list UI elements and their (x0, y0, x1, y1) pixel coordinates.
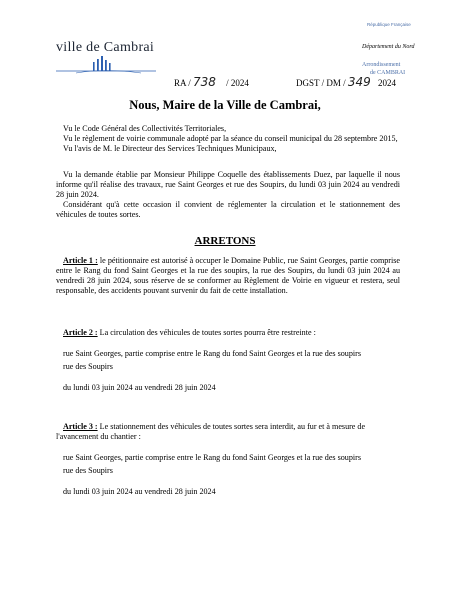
skyline-logo-icon (56, 54, 166, 76)
considerations-section (56, 170, 400, 220)
article-3-dates: du lundi 03 juin 2024 au vendredi 28 juin 2024 (63, 487, 216, 496)
article-3-street-2: rue des Soupirs (63, 466, 113, 475)
article-2-street-1: rue Saint Georges, partie comprise entre le Rang du fond Saint Georges et la rue des soupirs (63, 349, 361, 358)
article-2-dates: du lundi 03 juin 2024 au vendredi 28 juin 2024 (63, 383, 216, 392)
article-2-text: La circulation des véhicules de toutes sortes pourra être restreinte : (97, 328, 316, 337)
article-1 (56, 256, 400, 296)
article-3-label: Article 3 : (63, 422, 98, 431)
arrondissement-line2: de CAMBRAI (370, 69, 406, 76)
vu-line-2: Vu le règlement de voirie communale adopté par la séance du conseil municipal du 28 septembre 2015, (63, 134, 398, 143)
logo-text: ville de Cambrai (56, 40, 155, 55)
ref-dgst-year: 2024 (378, 78, 396, 88)
vu-line-1: Vu le Code Général des Collectivités Territoriales, (63, 124, 227, 133)
article-2 (56, 328, 400, 393)
article-2-street-2: rue des Soupirs (63, 362, 113, 371)
ref-ra (174, 75, 249, 89)
ref-dgst (296, 75, 396, 89)
arretons-heading: ARRETONS (194, 235, 256, 247)
article-2-paragraph (56, 328, 400, 338)
vu-line-3: Vu l'avis de M. le Directeur des Services Techniques Municipaux, (63, 144, 277, 153)
ref-dgst-number: 349 (347, 75, 371, 89)
article-2-label: Article 2 : (63, 328, 98, 337)
republique-label: République Française (367, 22, 411, 27)
demande-paragraph: Vu la demande établie par Monsieur Philippe Coquelle des établissements Duez, par laquelle il nous informe qu'il réalise des travaux, rue Saint Georges et rue des Soupirs, du lundi 03 juin 2024 au vendredi 28 juin 2024. (56, 170, 400, 199)
article-3-street-1: rue Saint Georges, partie comprise entre le Rang du fond Saint Georges et la rue des soupirs (63, 453, 361, 462)
ref-dgst-label: DGST / DM / (296, 78, 346, 88)
page-title: Nous, Maire de la Ville de Cambrai, (129, 98, 321, 112)
article-3 (56, 422, 400, 497)
considerant-paragraph: Considérant qu'à cette occasion il convient de réglementer la circulation et le stationnement des véhicules de toutes sortes. (56, 200, 400, 219)
article-3-text: Le stationnement des véhicules de toutes sortes sera interdit, au fur et à mesure de l'avancement du chantier : (56, 422, 366, 441)
departement-label: Département du Nord (362, 44, 415, 50)
article-1-paragraph (56, 256, 400, 296)
ref-ra-number: 738 (193, 75, 216, 89)
ref-ra-label: RA / (174, 78, 191, 88)
arrondissement-line1: Arrondissement (362, 62, 401, 68)
vu-section (56, 124, 400, 154)
article-1-label: Article 1 : (63, 256, 98, 265)
article-1-text: le pétitionnaire est autorisé à occuper le Domaine Public, rue Saint Georges, partie comprise entre le Rang du fond Saint Georges et la rue des soupirs, la rue des Soupirs, du lundi 03 juin 2024 au vendredi 28 juin 2024, sous réserve de se conformer au Règlement de Voirie en vigueur et restera, seul responsable, des accidents pouvant survenir du fait de cette installation. (56, 256, 400, 295)
ref-ra-year: / 2024 (226, 78, 249, 88)
city-logo (56, 40, 166, 56)
article-3-paragraph (56, 422, 400, 442)
